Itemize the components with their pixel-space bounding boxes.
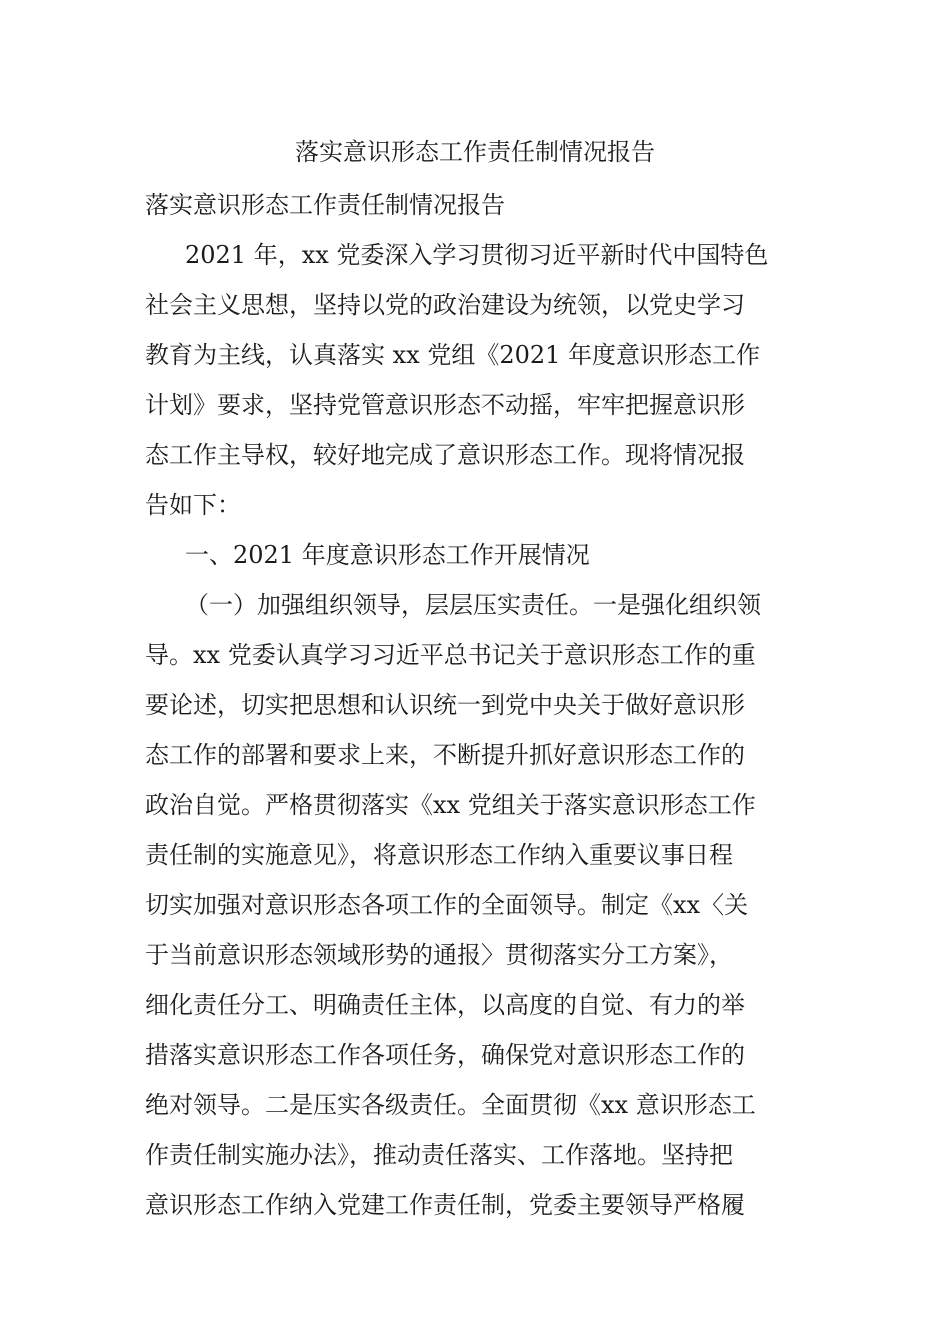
body-line: 责任制的实施意见》，将意识形态工作纳入重要议事日程 [145, 841, 733, 869]
body-line: 绝对领导。二是压实各级责任。全面贯彻《xx 意识形态工 [145, 1091, 756, 1119]
body-line: 教育为主线，认真落实 xx 党组《2021 年度意识形态工作 [145, 341, 761, 369]
body-line: 落实意识形态工作责任制情况报告 [145, 191, 505, 219]
body-line: 导。xx 党委认真学习习近平总书记关于意识形态工作的重 [145, 641, 756, 669]
body-line: （一）加强组织领导，层层压实责任。一是强化组织领 [185, 591, 761, 619]
body-line: 切实加强对意识形态各项工作的全面领导。制定《xx〈关 [145, 891, 749, 919]
body-line: 态工作的部署和要求上来，不断提升抓好意识形态工作的 [145, 741, 745, 769]
body-line: 2021 年，xx 党委深入学习贯彻习近平新时代中国特色 [185, 241, 769, 269]
body-line: 细化责任分工、明确责任主体，以高度的自觉、有力的举 [145, 991, 745, 1019]
body-line: 于当前意识形态领域形势的通报〉贯彻落实分工方案》， [145, 941, 733, 969]
body-line: 要论述，切实把思想和认识统一到党中央关于做好意识形 [145, 691, 745, 719]
body-line: 措落实意识形态工作各项任务，确保党对意识形态工作的 [145, 1041, 745, 1069]
document-title: 落实意识形态工作责任制情况报告 [295, 138, 655, 166]
body-line: 计划》要求，坚持党管意识形态不动摇，牢牢把握意识形 [145, 391, 745, 419]
body-line: 意识形态工作纳入党建工作责任制，党委主要领导严格履 [145, 1191, 745, 1219]
body-line: 作责任制实施办法》，推动责任落实、工作落地。坚持把 [145, 1141, 733, 1169]
body-line: 告如下： [145, 491, 241, 519]
body-line: 政治自觉。严格贯彻落实《xx 党组关于落实意识形态工作 [145, 791, 756, 819]
document-body [145, 180, 815, 1230]
body-line: 态工作主导权，较好地完成了意识形态工作。现将情况报 [145, 441, 745, 469]
body-line: 一、2021 年度意识形态工作开展情况 [185, 541, 590, 569]
body-line: 社会主义思想，坚持以党的政治建设为统领，以党史学习 [145, 291, 745, 319]
